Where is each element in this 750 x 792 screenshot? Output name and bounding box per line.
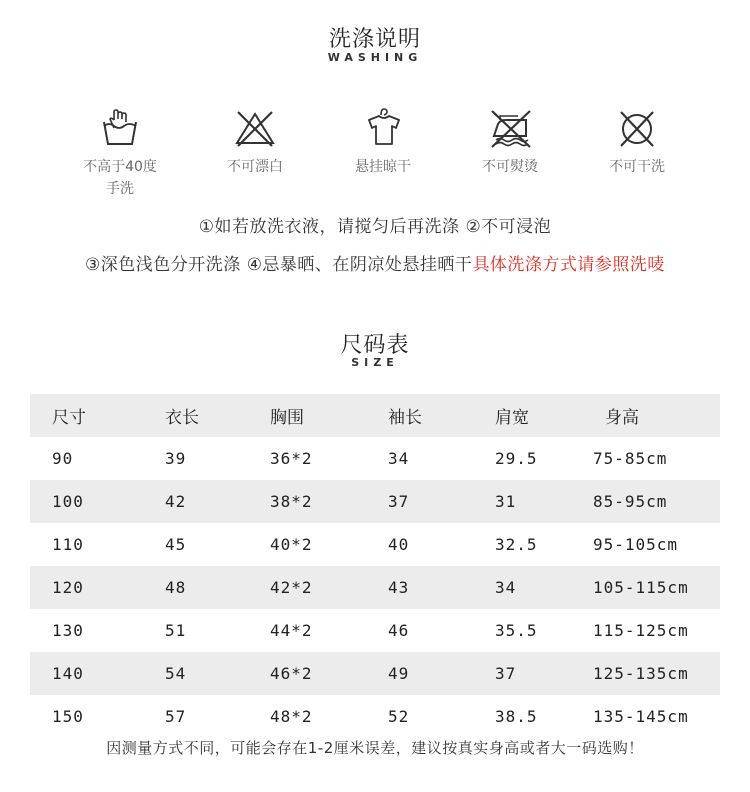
cell-size: 100 [52, 492, 84, 511]
header-length: 衣长 [165, 408, 199, 428]
cell-height: 135-145cm [593, 707, 689, 726]
cell-sleeve: 43 [388, 578, 410, 597]
care-label: 不高于40度 [83, 159, 157, 175]
cell-sleeve: 52 [388, 707, 410, 726]
cell-sleeve: 46 [388, 621, 410, 640]
washing-note-line2-text: ③深色浅色分开洗涤 ④忌暴晒、在阴凉处悬挂晒干 [85, 255, 473, 275]
care-label: 不可干洗 [609, 159, 665, 175]
cell-sleeve: 49 [388, 664, 410, 683]
cell-chest: 36*2 [270, 449, 313, 468]
cell-shoulder: 35.5 [495, 621, 538, 640]
table-row [30, 523, 720, 566]
cell-chest: 40*2 [270, 535, 313, 554]
hang-dry-icon [361, 106, 405, 148]
header-shoulder: 肩宽 [495, 408, 529, 428]
table-row [30, 566, 720, 609]
size-table-header [30, 394, 720, 437]
table-row [30, 480, 720, 523]
cell-size: 130 [52, 621, 84, 640]
cell-chest: 46*2 [270, 664, 313, 683]
cell-chest: 38*2 [270, 492, 313, 511]
header-chest: 胸围 [270, 408, 304, 428]
cell-length: 45 [165, 535, 187, 554]
washing-title: 洗涤说明 [328, 27, 421, 52]
cell-length: 48 [165, 578, 187, 597]
cell-height: 105-115cm [593, 578, 689, 597]
care-label-line2: 手洗 [106, 181, 134, 197]
care-label: 不可熨烫 [482, 159, 538, 175]
cell-size: 140 [52, 664, 84, 683]
cell-size: 150 [52, 707, 84, 726]
cell-shoulder: 34 [495, 578, 517, 597]
size-footer-note: 因测量方式不同，可能会存在1-2厘米误差，建议按真实身高或者大一码选购！ [106, 739, 644, 757]
cell-chest: 48*2 [270, 707, 313, 726]
cell-chest: 44*2 [270, 621, 313, 640]
header-size: 尺寸 [52, 408, 86, 428]
washing-note-highlight: 具体洗涤方式请参照洗唛 [472, 255, 665, 275]
washing-subtitle: WASHING [327, 51, 423, 64]
cell-height: 85-95cm [593, 492, 668, 511]
cell-length: 54 [165, 664, 187, 683]
washing-note-line2 [0, 250, 750, 275]
cell-shoulder: 37 [495, 664, 517, 683]
header-height: 身高 [605, 408, 639, 428]
cell-height: 75-85cm [593, 449, 668, 468]
cell-length: 51 [165, 621, 187, 640]
cell-height: 95-105cm [593, 535, 679, 554]
care-item-hand-wash [55, 108, 185, 200]
size-title: 尺码表 [340, 333, 410, 358]
cell-length: 42 [165, 492, 187, 511]
cell-length: 39 [165, 449, 187, 468]
cell-shoulder: 38.5 [495, 707, 538, 726]
cell-size: 110 [52, 535, 84, 554]
care-item-no-bleach [190, 108, 320, 178]
care-label: 不可漂白 [227, 159, 283, 175]
no-dry-clean-icon [615, 108, 659, 148]
cell-shoulder: 29.5 [495, 449, 538, 468]
care-label: 悬挂晾干 [355, 159, 411, 175]
cell-height: 115-125cm [593, 621, 689, 640]
cell-size: 120 [52, 578, 84, 597]
no-bleach-icon [233, 108, 277, 148]
cell-size: 90 [52, 449, 74, 468]
header-sleeve: 袖长 [388, 408, 422, 428]
washing-note-line1: ①如若放洗衣液，请搅匀后再洗涤 ②不可浸泡 [198, 217, 552, 237]
care-item-no-dry-clean [572, 108, 702, 178]
cell-shoulder: 32.5 [495, 535, 538, 554]
care-item-hang-dry [318, 106, 448, 178]
no-iron-icon [486, 108, 534, 148]
size-table [30, 394, 720, 738]
cell-sleeve: 34 [388, 449, 410, 468]
size-subtitle: SIZE [351, 356, 399, 369]
cell-length: 57 [165, 707, 187, 726]
cell-shoulder: 31 [495, 492, 517, 511]
cell-sleeve: 40 [388, 535, 410, 554]
table-row [30, 695, 720, 738]
cell-sleeve: 37 [388, 492, 410, 511]
cell-chest: 42*2 [270, 578, 313, 597]
table-row [30, 652, 720, 695]
cell-height: 125-135cm [593, 664, 689, 683]
table-row [30, 609, 720, 652]
hand-wash-40-icon [98, 108, 142, 148]
table-row [30, 437, 720, 480]
care-item-no-iron [445, 108, 575, 178]
